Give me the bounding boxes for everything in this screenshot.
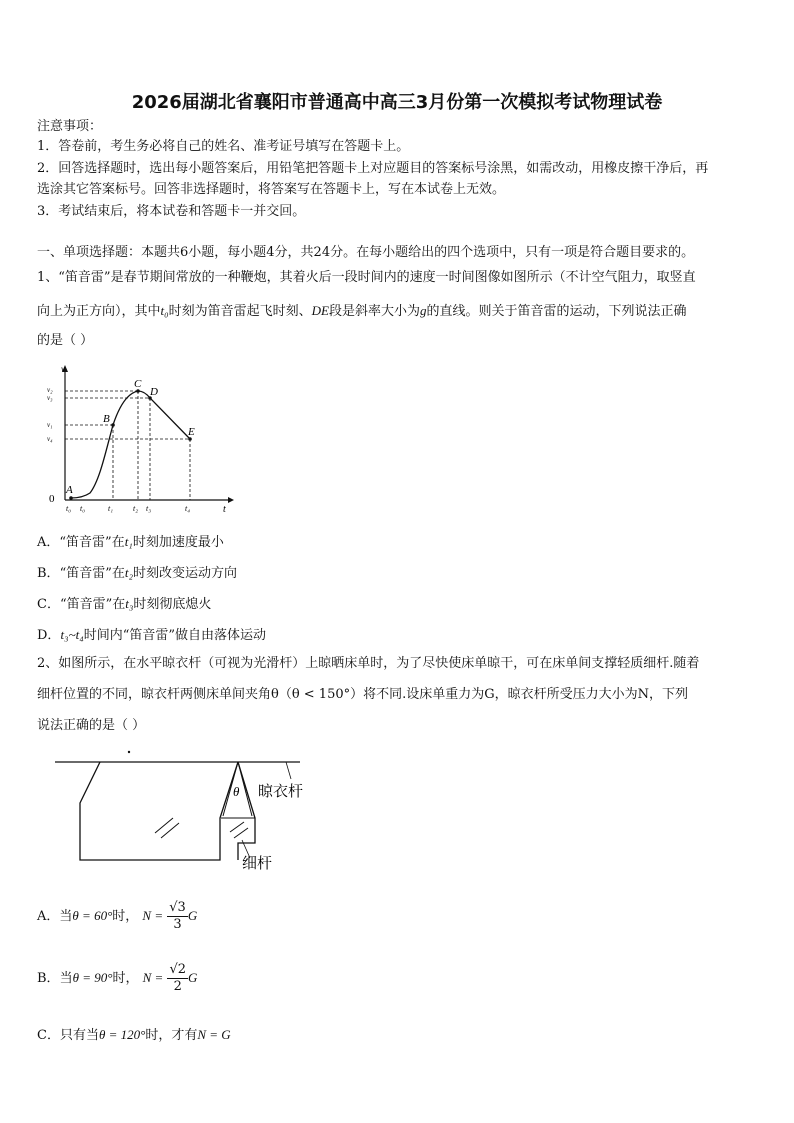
q2-option-b[interactable] (37, 962, 197, 995)
label-b: B (103, 413, 110, 425)
label-c: C (134, 378, 142, 390)
fraction (167, 900, 188, 933)
notice-heading: 注意事项： (37, 119, 103, 134)
guide-lines (65, 391, 190, 500)
option-var: t₁ (124, 534, 133, 549)
option-var: t₃ (125, 596, 134, 611)
q1-text: 向上为正方向），其中 (37, 304, 161, 319)
point-a (69, 496, 73, 500)
hatch-left (155, 818, 179, 838)
t-tick-t0b: t₀ (80, 504, 86, 513)
option-lhs: N = (142, 970, 164, 985)
t-tick-t3: t₃ (146, 504, 152, 513)
q1-var-t0: t₀ (160, 303, 169, 318)
label-thin-rod: 细杆 (242, 854, 273, 872)
notice-item-3: 3．考试结束后，将本试卷和答题卡一并交回。 (37, 204, 306, 219)
option-letter: A． (37, 535, 60, 550)
clothesline-figure (55, 748, 325, 873)
q1-option-c[interactable] (37, 593, 211, 612)
t-tick-t0: t₀ (66, 504, 72, 513)
option-rhs: G (188, 970, 198, 985)
option-rhs: G (187, 908, 198, 923)
option-condition: θ = 90° (72, 970, 113, 985)
q2-line-2: 细杆位置的不同，晾衣杆两侧床单间夹角θ（θ < 150°）将不同.设床单重力为G，晾衣杆所受压力大小为N，下列 (37, 687, 689, 702)
q1-text: 的直线。则关于笛音雷的运动，下列说法正确 (426, 304, 687, 319)
q1-text: 时刻为笛音雷起飞时刻、 (168, 304, 312, 319)
option-text: 时， (112, 909, 139, 924)
sheet-left (80, 762, 238, 860)
option-text: 时刻加速度最小 (132, 535, 224, 550)
option-equation: N = G (197, 1027, 231, 1042)
rod-pointer (286, 762, 291, 779)
q2-line-3: 说法正确的是（ ） (37, 718, 146, 733)
option-var: t₃~t₄ (60, 627, 84, 642)
q1-option-d[interactable] (37, 624, 266, 643)
hatch-right (230, 822, 248, 838)
label-d: D (150, 386, 158, 398)
angle-side-right (238, 762, 252, 816)
theta-label: θ (233, 784, 240, 799)
option-text: “笛音雷”在 (59, 597, 126, 612)
fraction-denominator: 2 (173, 979, 182, 994)
t-axis-arrow (228, 497, 234, 503)
v-tick-v1: v₁ (47, 421, 53, 429)
t-tick-t1: t₁ (108, 504, 114, 513)
t-tick-t4: t₄ (185, 504, 191, 513)
option-text: 时，才有 (145, 1028, 198, 1043)
v-tick-v2: v₂ (47, 386, 53, 394)
section-heading: 一、单项选择题：本题共6小题，每小题4分，共24分。在每小题给出的四个选项中，只有一项是符合题目要求的。 (37, 245, 695, 260)
notice-item-2-cont: 选涂其它答案标号。回答非选择题时，将答案写在答题卡上，写在本试卷上无效。 (37, 182, 506, 197)
velocity-time-graph (40, 360, 240, 518)
option-text: 当 (59, 909, 73, 924)
v-tick-v3: v₃ (47, 394, 53, 402)
q1-line-1: 1、“笛音雷”是春节期间常放的一种鞭炮，其着火后一段时间内的速度一时间图像如图所示（不计空气阻力，取竖直 (37, 270, 696, 285)
v-axis-label: v (61, 364, 65, 374)
option-var: t₂ (124, 565, 133, 580)
option-condition: θ = 120° (98, 1027, 146, 1042)
notice-item-2: 2．回答选择题时，选出每小题答案后，用铅笔把答题卡上对应题目的答案标号涂黑，如需改动，用橡皮擦干净后，再 (37, 161, 709, 176)
option-letter: C． (37, 597, 60, 612)
q1-option-a[interactable] (37, 531, 224, 550)
option-letter: B． (37, 566, 60, 581)
q2-line-1: 2、如图所示，在水平晾衣杆（可视为光滑杆）上晾晒床单时，为了尽快使床单晾干，可在床单间支撑轻质细杆.随着 (37, 656, 700, 671)
fraction-denominator: 3 (173, 917, 182, 932)
q2-option-c[interactable] (37, 1024, 231, 1043)
origin-label: 0 (49, 493, 55, 505)
option-text: 时间内“笛音雷”做自由落体运动 (83, 628, 267, 643)
option-text: 时刻彻底熄火 (133, 597, 212, 612)
q1-line-3: 的是（ ） (37, 333, 94, 348)
q2-option-a[interactable] (37, 900, 197, 933)
option-lhs: N = (142, 908, 164, 923)
option-letter: C． (37, 1028, 60, 1043)
v-tick-v4: v₄ (47, 435, 53, 443)
label-drying-rod: 晾衣杆 (258, 782, 304, 800)
fraction-numerator: √2 (169, 962, 186, 977)
fraction-numerator: √3 (169, 900, 186, 915)
q1-var-de: DE (311, 303, 330, 318)
page-title: 2026届湖北省襄阳市普通高中高三3月份第一次模拟考试物理试卷 (131, 92, 663, 113)
q1-text: 段是斜率大小为 (329, 304, 421, 319)
label-a: A (66, 484, 73, 496)
t-tick-t2: t₂ (133, 504, 139, 513)
option-text: 时， (112, 971, 139, 986)
option-text: 当 (59, 971, 73, 986)
rod-mark (128, 751, 130, 753)
option-text: 时刻改变运动方向 (133, 566, 238, 581)
option-text: “笛音雷”在 (59, 566, 125, 581)
sheet-right (238, 762, 255, 860)
option-letter: A． (37, 909, 60, 924)
option-letter: D． (37, 628, 61, 643)
t-axis-label: t (223, 504, 226, 515)
q1-line-2 (37, 302, 687, 321)
q1-option-b[interactable] (37, 562, 237, 581)
notice-item-1: 1．答卷前，考生务必将自己的姓名、准考证号填写在答题卡上。 (37, 139, 410, 154)
velocity-curve (71, 391, 190, 498)
option-text: “笛音雷”在 (59, 535, 125, 550)
option-letter: B． (37, 971, 60, 986)
fraction (167, 962, 188, 995)
label-e: E (188, 426, 195, 438)
q1-var-g: g (420, 303, 427, 318)
option-text: 只有当 (59, 1028, 99, 1043)
option-condition: θ = 60° (72, 908, 113, 923)
point-b (111, 423, 115, 427)
